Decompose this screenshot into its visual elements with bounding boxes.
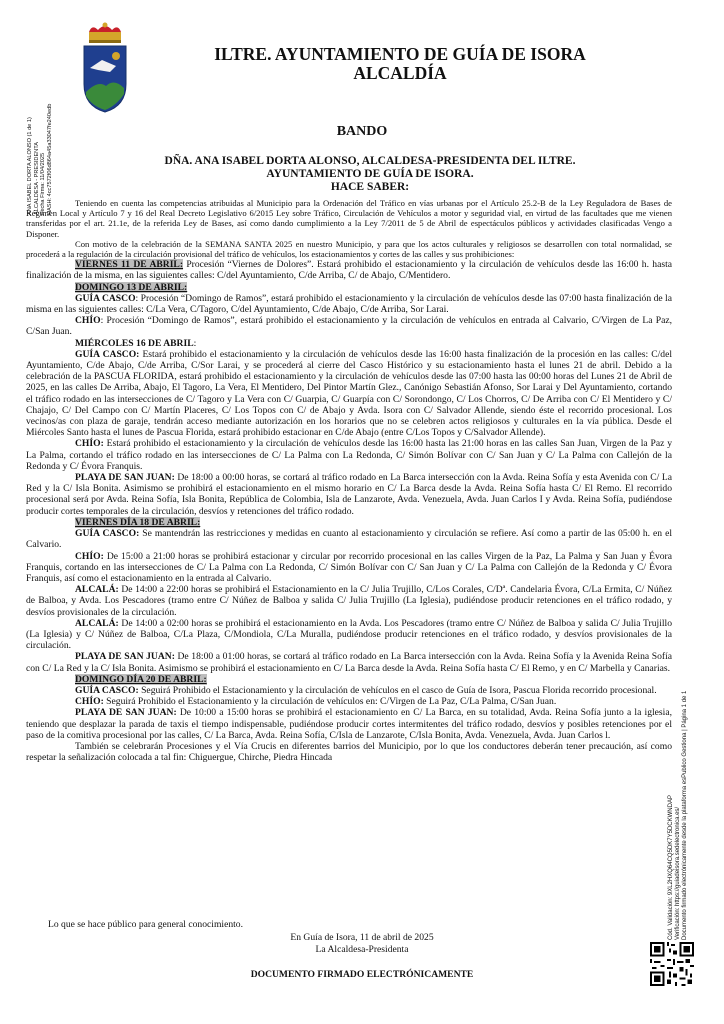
location-label: CHÍO:: [75, 696, 104, 708]
paragraph: GUÍA CASCO: Seguirá Prohibido el Estacionamiento y la circulación de vehículos en el casco de Guía de Isora, Pascua Florida recorrido procesional.: [75, 684, 657, 696]
stamp-line: ALCALDESA - PRESIDENTA: [33, 142, 40, 215]
qr-code-icon[interactable]: [650, 942, 694, 986]
location-label: PLAYA DE SAN JUAN:: [75, 472, 175, 484]
day-heading-line: [26, 674, 672, 685]
location-label: GUÍA CASCO:: [75, 528, 140, 540]
paragraph: GUÍA CASCO: Se mantendrán las restricciones y medidas en cuanto al estacionamiento y circulación se refiere. Así como a partir de las 05:00 h. en el Calvario.: [26, 528, 672, 551]
location-label: ALCALÁ:: [75, 584, 119, 596]
paragraph: CHÍO: Procesión “Domingo de Ramos”, estará prohibido el estacionamiento y la circulación de vehículos en entrada al Calvario, C/Virgen de La Paz, C/San Juan.: [26, 315, 672, 338]
paragraph: PLAYA DE SAN JUAN: De 10:00 a 15:00 horas se prohibirá el estacionamiento en C/ La Barca, en su totalidad, Avda. Reina Sofía junto a la iglesia, teniendo que desplazar la parada de taxis el tiempo indispensable, pudiéndose producir cortes intermitentes del tráfico rodado, desvíos y posibles retenciones por el paso de la comitiva procesional por las calles, C/ La Barca, Avda. Reina Sofía, C/Isla de Lanzarote, C/Isla Bonita, Avda. Venezuela, Avda. Juan Carlos l.: [26, 707, 672, 741]
signed-electronically-note: DOCUMENTO FIRMADO ELECTRÓNICAMENTE: [250, 969, 474, 980]
day-heading: MIÉRCOLES 16 DE ABRIL: [75, 337, 194, 349]
date-line: En Guía de Isora, 11 de abril de 2025: [290, 932, 434, 943]
signature-stamp-left: [27, 35, 53, 215]
location-label: GUÍA CASCO:: [75, 348, 140, 360]
paragraph: CHÍO: Estará prohibido el estacionamiento y la circulación de vehículos desde las 16:00 hasta las 21:00 horas en las calles San Juan, Virgen de la Paz y La Palma, cortando el tráfico rodado en las intersecciones de C/ La Palma con La Redonda, C/ Simón Bolívar con C/ San Juan y C/ La Palma con Callejón de la Redonda y C/ Évora Franquis.: [26, 438, 672, 472]
day-heading-line: MIÉRCOLES 16 DE ABRIL:: [75, 337, 197, 349]
signer-title: La Alcaldesa-Presidenta: [315, 943, 409, 955]
validation-line: Cód. Validación: 9XL2HXQ64CQ5DK7Y5DCKWNDAP: [668, 795, 674, 940]
location-label: CHÍO:: [75, 550, 104, 562]
issuer-line-2: AYUNTAMIENTO DE GUÍA DE ISORA.: [266, 168, 474, 180]
paragraph: Teniendo en cuenta las competencias atribuidas al Municipio para la Ordenación del Tráfico en vías urbanas por el Artículo 25.2-B de la Ley Reguladora de Bases de Régimen Local y Artículo 7 y 16 del Real Decreto Legislativo 6/2015 Ley sobre Tráfico, Circulación de Vehículos a motor y seguridad vial, en virtud de las facultades que me vienen transferidas por el art. 21.1e, de la referida Ley de Bases, así como dando cumplimiento a la Ley 7/2011 de 5 de Abril de espectáculos públicos y actividades clasificadas Vengo a Disponer.: [26, 198, 672, 239]
day-heading-line: [26, 517, 672, 528]
paragraph: VIERNES 11 DE ABRIL: Procesión “Viernes de Dolores”. Estará prohibido el estacionamiento y la circulación de vehículos desde las 16:00 h. hasta finalización de la misma, en las siguientes calles: C/del Ayuntamiento, C/de Arriba, C/ de Abajo, C/Mentidero.: [26, 259, 672, 282]
bando-body: [26, 198, 672, 763]
stamp-line: HASH: 4cc7572f06d864a45a33047fe240edb: [46, 103, 53, 215]
day-heading: VIERNES 11 DE ABRIL:: [75, 259, 184, 271]
document-type: BANDO: [336, 124, 388, 139]
issuer-line-3: HACE SABER:: [330, 181, 410, 193]
location-label: PLAYA DE SAN JUAN:: [75, 651, 175, 663]
crown-icon: [89, 23, 121, 44]
paragraph: GUÍA CASCO: Procesión “Domingo de Ramos”, estará prohibido el estacionamiento y la circulación de vehículos desde las 07:00 hasta finalización de la misma en las siguientes calles: C/La Vera, C/Tagoro, C/del Ayuntamiento, C/de Abajo, C/de Arriba, Sor Larai.: [26, 292, 672, 316]
issuer-line-1: DÑA. ANA ISABEL DORTA ALONSO, ALCALDESA-PRESIDENTA DEL ILTRE.: [164, 155, 576, 167]
paragraph: ALCALÁ: De 14:00 a 02:00 horas se prohibirá el estacionamiento en la Avda. Los Pescadores (tramo entre C/ Núñez de Balboa y salida C/ Julia Trujillo (La Iglesia) y C/ Núñez de Balboa, C/La Plaza, C/Mondiola, C/La Muralla, pudiéndose producir retenciones en el tráfico rodado, y desvíos provisionales de la circulación.: [26, 617, 672, 652]
stamp-line: Fecha Firma: 11/04/2025: [40, 152, 46, 215]
day-heading: VIERNES DÍA 18 DE ABRIL:: [75, 516, 201, 528]
location-label: GUÍA CASCO:: [75, 684, 139, 696]
header-title: ILTRE. AYUNTAMIENTO DE GUÍA DE ISORA: [214, 44, 586, 64]
paragraph: Con motivo de la celebración de la SEMANA SANTA 2025 en nuestro Municipio, y para que los actos culturales y religiosos se desarrollen con total normalidad, se procederá a la regulación de la circulación provisional del tráfico de vehículos, los estacionamientos y cortes de las calles y sus prohibiciones:: [26, 238, 672, 260]
closing-line: Lo que se hace público para general conocimiento.: [48, 919, 243, 930]
validation-line: Documento firmado electrónicamente desde la plataforma esPublico Gestiona | Página 1 de 1: [682, 690, 688, 940]
location-label: CHÍO:: [75, 438, 104, 450]
day-heading: DOMINGO 13 DE ABRIL:: [75, 281, 188, 293]
paragraph: PLAYA DE SAN JUAN: De 18:00 a 00:00 horas, se cortará al tráfico rodado en La Barca intersección con la Avda. Reina Sofía y esta Avenida con C/ La Red y la C/ Isla Bonita. Asimismo se prohibirá el estacionamiento en el mismo horario en C/ La Barca desde la Avda. Reina Sofía hasta C/ El Remo. El recorrido procesional será por Avda. Reina Sofía, Isla Bonita, República de Colombia, Isla de Lanzarote, Avda. Venezuela, Avda. Juan Carlos I y Avda. Reina Sofía, pudiéndose producir cortes temporales de la circulación, desvíos y retenciones del tráfico rodado.: [26, 472, 672, 517]
paragraph: GUÍA CASCO: Estará prohibido el estacionamiento y la circulación de vehículos desde las 16:00 hasta finalización de la procesión en las calles: C/del Ayuntamiento, C/de Abajo, C/de Arriba, C/Sor Larai, y se procederá al cierre del Casco Histórico y su estacionamiento hasta el lunes 21 de abril. Debido a la celebración de la PASCUA FLORIDA, estará prohibido el estacionamiento y la circulación de vehículos desde las 07:00 hasta las 00:00 horas del Lunes 21 de Abril de 2025, en las calles De Arriba, Abajo, El Tagoro, La Vera, El Mentidero, Del Pintor Martín Glez., Canónigo Sebastián Afonso, Sor Larai y Del Ayuntamiento, cortando el tráfico rodado en las intersecciones de C/ Tagoro y La Vera con C/ Guarpia, C/ Guarpía con C/ Sorondongo, C/ Los Chorros, C/ De Arriba con C/ El Mentidero y C/ Chajajo, C/ Del Campo con C/ Martín Placeres, C/ Los Topos con C/ de Abajo y Avda. Isora con C/ Salvador Allende, siendo éste el recorrido procesional. Los vecinos/as con plaza de garaje, tendrán acceso mediante autorización en los horarios que no se celebren actos religiosos y culturales en la vía pública. Desde el Miércoles Santo hasta el lunes de Pascua Florida, estará prohibido estacionar en C/de Abajo (entre C/Los Topos y C/Salvador Allende).: [26, 348, 673, 439]
validation-line: Verificación: https://guiadeisora.sedelectronica.es/: [675, 806, 681, 940]
date-signer-block: [0, 932, 724, 955]
location-label: CHÍO: [75, 315, 101, 327]
paragraph: También se celebrarán Procesiones y el Vía Crucis en diferentes barrios del Municipio, por lo que los conductores deberán tener precaución, así como respetar la señalización colocada a tal fin: Chiguergue, Chirche, Piedra Hincada: [26, 740, 672, 764]
coat-of-arms-logo: [76, 22, 134, 114]
location-label: ALCALÁ:: [75, 617, 119, 629]
location-label: PLAYA DE SAN JUAN:: [75, 707, 177, 719]
header-subtitle: ALCALDÍA: [353, 63, 447, 83]
stamp-line: ANA ISABEL DORTA ALONSO (1 de 1): [27, 117, 33, 215]
day-heading: DOMINGO DÍA 20 DE ABRIL:: [75, 673, 207, 685]
location-label: GUÍA CASCO: [75, 292, 136, 304]
paragraph: CHÍO: De 15:00 a 21:00 horas se prohibirá estacionar y circular por recorrido procesional en las calles Virgen de la Paz, La Palma y San Juan y Évora Franquis, cortando en las intersecciones de C/ La Palma con La Redonda, C/ Simón Bolívar con C/ San Juan y C/ La Palma con Callejón de la Redonda y C/ Évora Franquis, así como el estacionamiento en la entrada al Calvario.: [26, 550, 672, 584]
paragraph: PLAYA DE SAN JUAN: De 18:00 a 01:00 horas, se cortará al tráfico rodado en La Barca intersección con la Avda. Reina Sofía y la Avenida Reina Sofía con C/ La Red y la C/ Isla Bonita. Asimismo se prohibirá el estacionamiento en C/ La Barca desde la Avda. Reina Sofía hasta C/ El Remo, y en C/ Marbella y Canarias.: [26, 651, 672, 674]
day-heading-line: [26, 282, 672, 293]
paragraph: ALCALÁ: De 14:00 a 22:00 horas se prohibirá el Estacionamiento en la C/ Julia Trujillo, C/Los Corales, C/Dª. Candelaria Évora, C/La Ermita, C/ Núñez de Balboa, y Avda. Los Pescadores (tramo entre C/ Núñez de Balboa y salida C/ Julia Trujillo (La Iglesia), pudiéndose producir retenciones en el tráfico rodado, y desvíos provisionales de la circulación.: [26, 584, 672, 618]
paragraph: CHÍO: Seguirá Prohibido el Estacionamiento y la circulación de vehículos en: C/Virgen de La Paz, C/La Palma, C/San Juan.: [75, 696, 557, 708]
